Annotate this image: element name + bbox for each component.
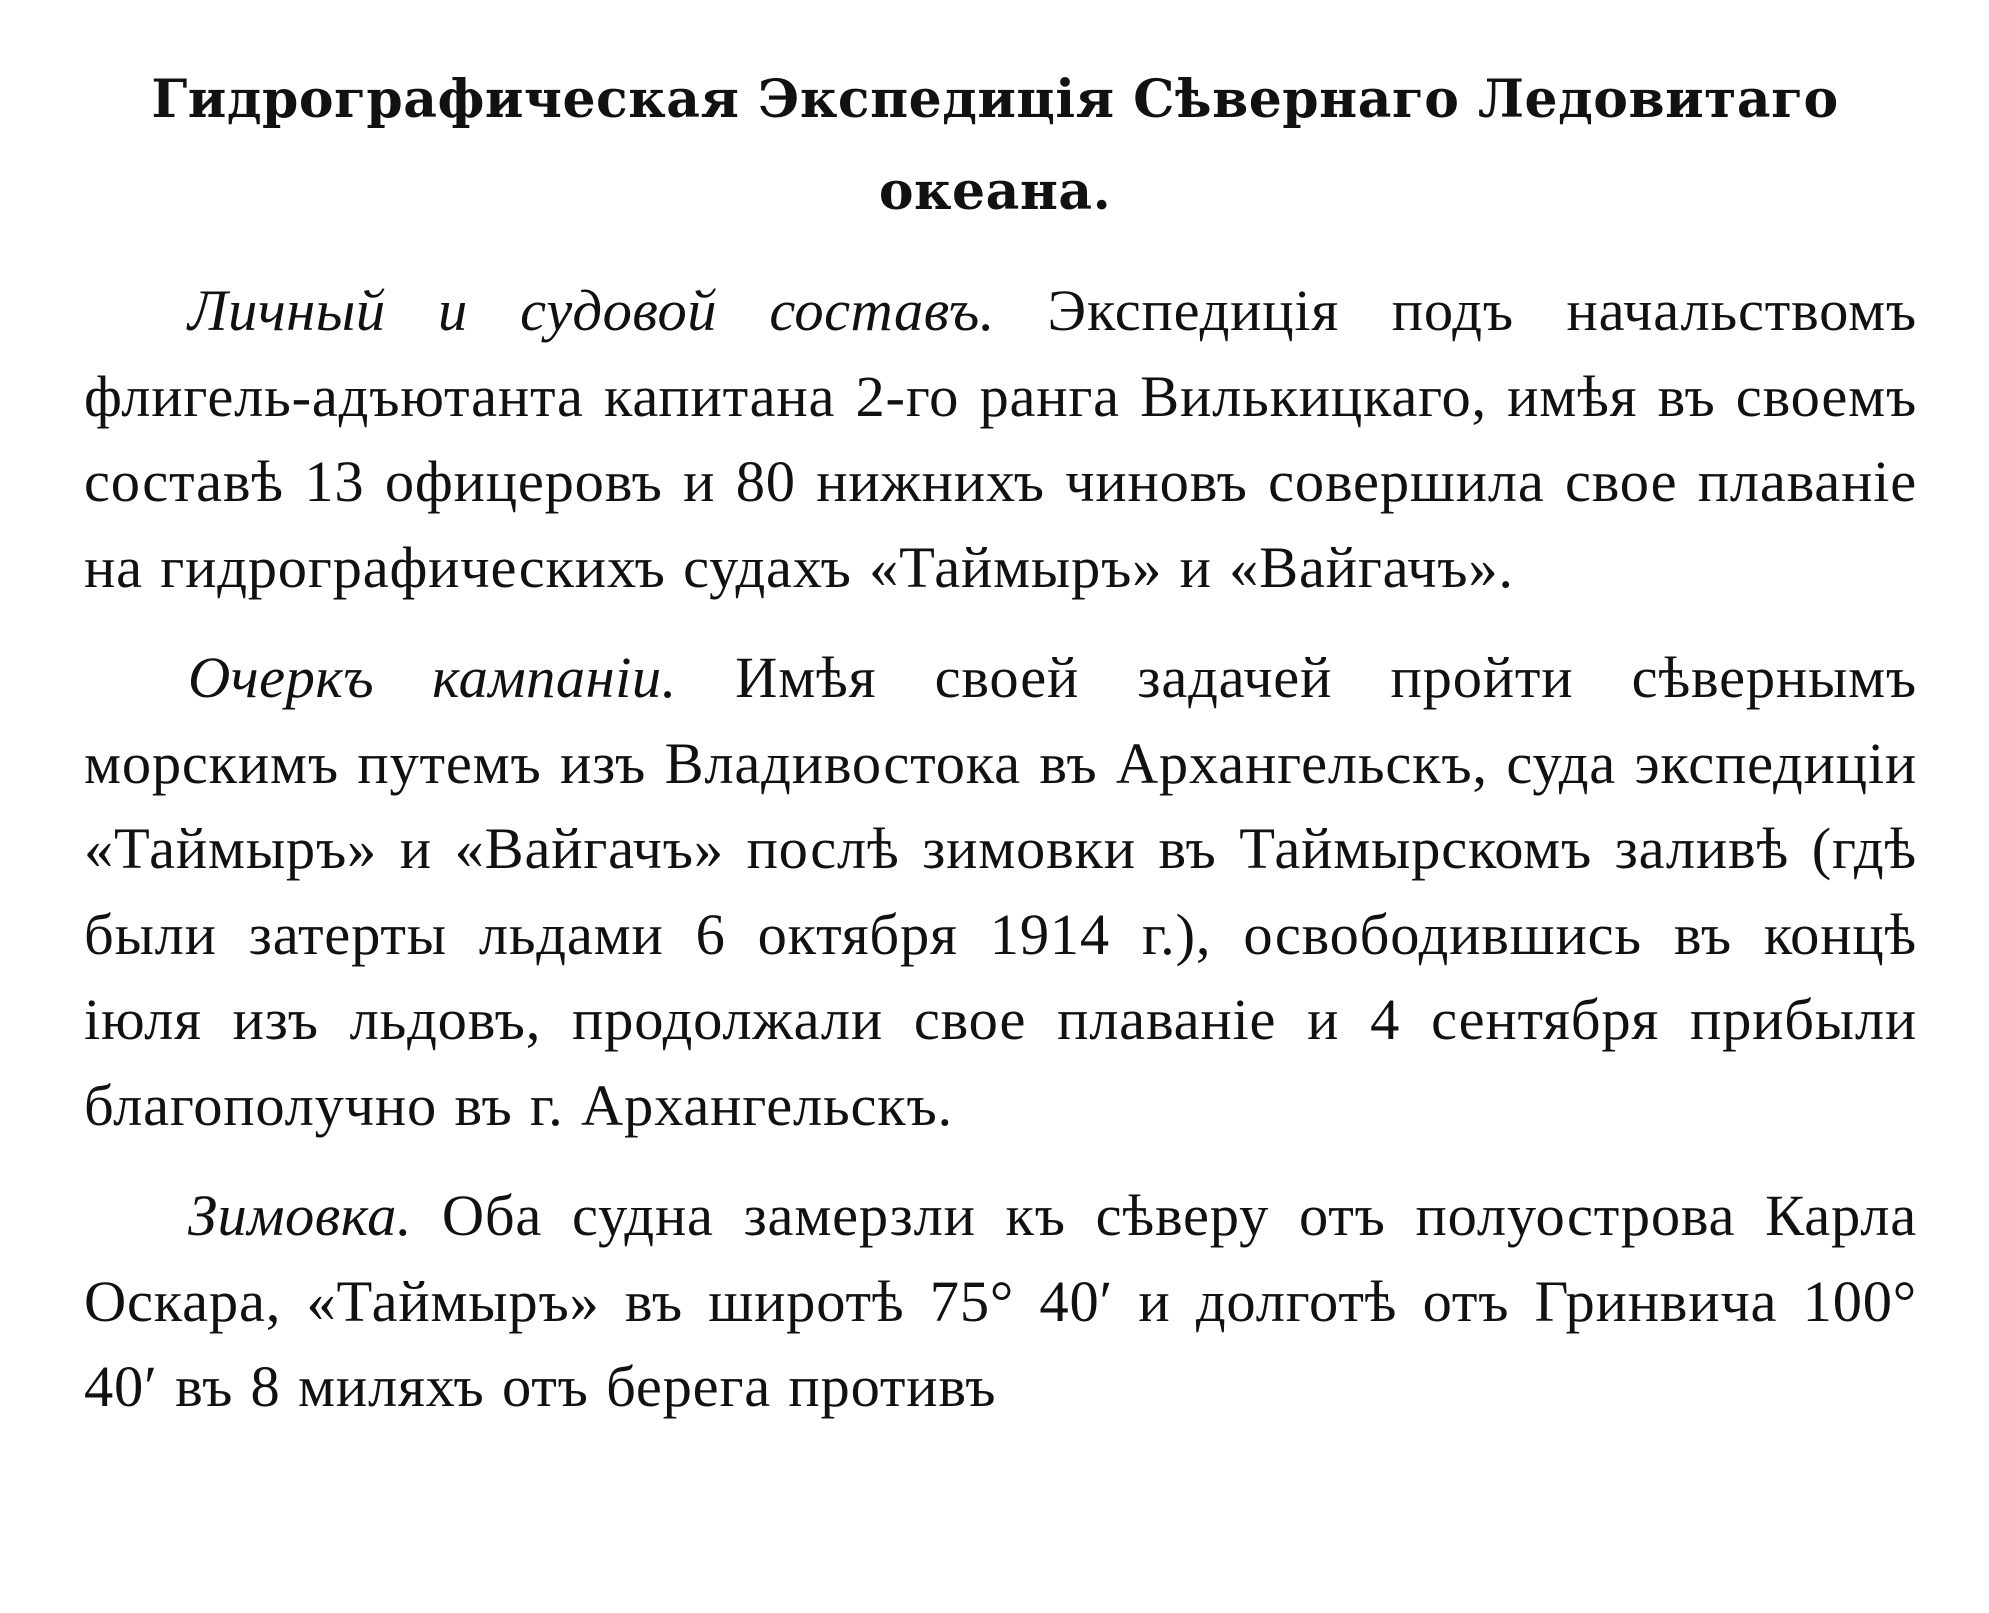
paragraph-campaign [84,635,1917,1148]
paragraph-text: Экспедиція подъ начальствомъ флигель-адъютанта капитана 2-го ранга Вилькицкаго, имѣя въ своемъ составѣ 13 офицеровъ и 80 нижнихъ чиновъ совершила свое плаваніе на гидрографическихъ судахъ «Таймыръ» и «Вайгачъ». [84,278,1917,600]
document-body [84,268,1917,1430]
document-title: Гидрографическая Экспедиція Сѣвернаго Ледовитаго океана. [151,69,1839,222]
paragraph-personnel [84,268,1917,610]
paragraph-lead: Зимовка. [188,1183,412,1248]
paragraph-text: Имѣя своей задачей пройти сѣвернымъ морскимъ путемъ изъ Владивостока въ Архангельскъ, суда экспедиціи «Таймыръ» и «Вайгачъ» послѣ зимовки въ Таймырскомъ заливѣ (гдѣ были затерты льдами 6 октября 1914 г.), освободившись въ концѣ іюля изъ льдовъ, продолжали свое плаваніе и 4 сентября прибыли благополучно въ г. Архангельскъ. [84,645,1917,1138]
paragraph-wintering [84,1173,1917,1430]
paragraph-lead: Личный и судовой составъ. [188,278,995,343]
paragraph-text: Оба судна замерзли къ сѣверу отъ полуострова Карла Оскара, «Таймыръ» въ широтѣ 75° 40′ и долготѣ отъ Гринвича 100° 40′ въ 8 миляхъ отъ берега противъ [84,1183,1917,1419]
paragraph-lead: Очеркъ кампаніи. [188,645,677,710]
